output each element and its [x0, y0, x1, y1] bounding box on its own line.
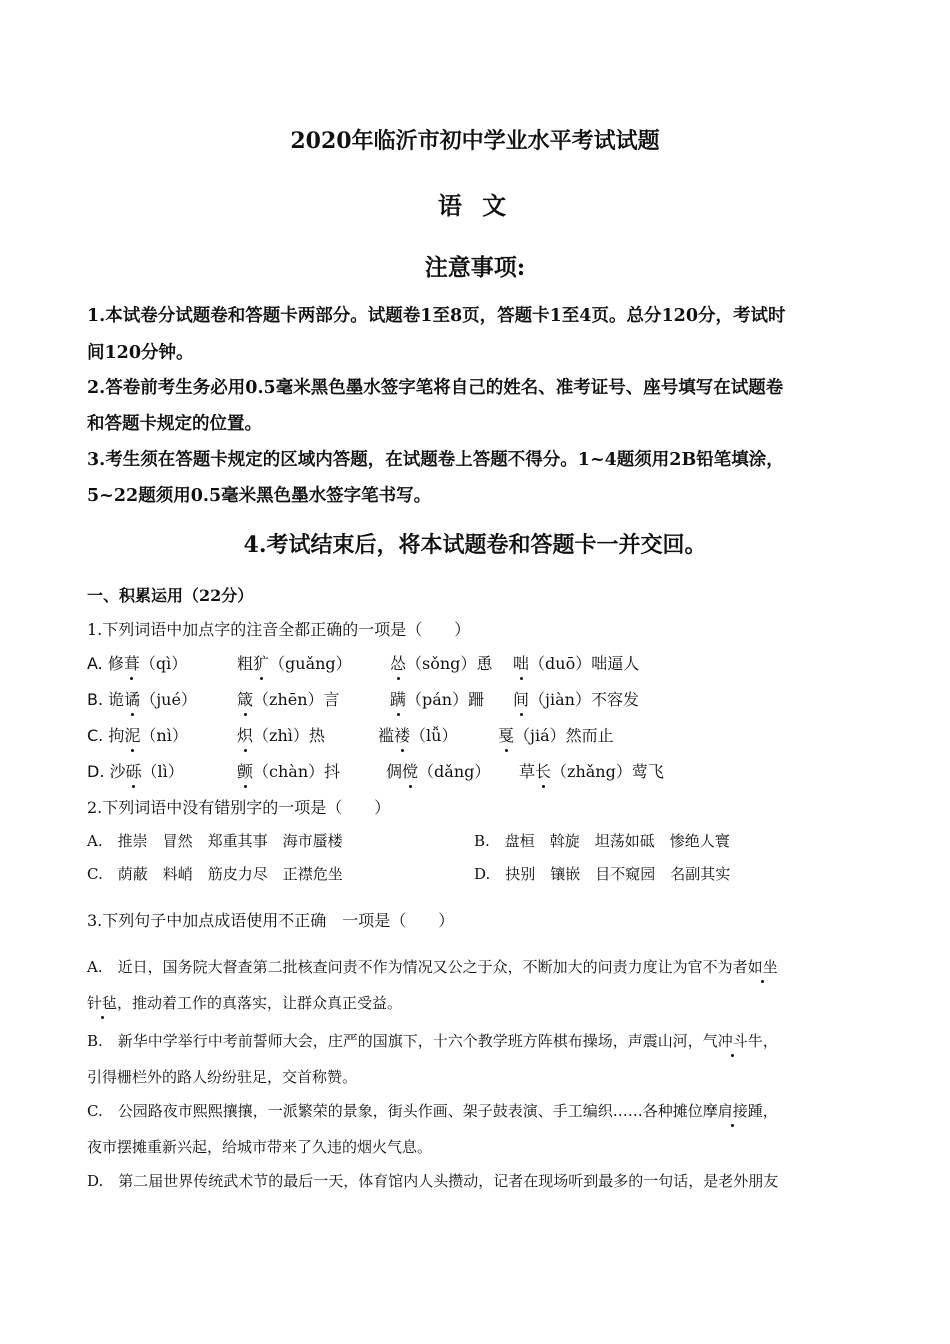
q2-option-b: B. 盘桓 斡旋 坦荡如砥 惨绝人寰 [474, 832, 730, 850]
pinyin: （zhǎng）莺飞 [551, 762, 664, 781]
pinyin: （jué） [140, 690, 197, 709]
q1-c-word-4 [498, 723, 614, 746]
option-text: C. 公园路夜市熙熙攘攘，一派繁荣的景象，街头作画、架子鼓表演、手工编织……各种摊位 [87, 1102, 703, 1120]
pinyin: （guǎng） [269, 654, 352, 673]
question-3-stem: 3.下列句子中加点成语使用不正确 一项是（ ） [87, 911, 455, 930]
dotted-char: 炽 [237, 723, 253, 746]
exam-title: 2020年临沂市初中学业水平考试试题 [290, 128, 660, 154]
pinyin: （nì） [140, 726, 188, 745]
word-char: 粗 [237, 654, 254, 673]
dotted-char: 怂 [390, 651, 406, 674]
pinyin: （qì） [139, 654, 188, 673]
dotted-idiom: 气冲斗牛 [702, 1032, 763, 1050]
q2-option-d: D. 抉别 镶嵌 目不窥园 名副其实 [474, 865, 731, 883]
section-heading: 一、积累运用（22分） [87, 586, 254, 605]
q3-option-a-line-1 [87, 956, 778, 977]
option-label: A. [87, 654, 103, 673]
q1-d-word-2 [237, 759, 340, 782]
q1-a-word-3 [390, 651, 492, 674]
dotted-idiom: 如坐 [747, 958, 778, 976]
question-2-stem: 2.下列词语中没有错别字的一项是（ ） [87, 798, 391, 817]
note-2-line-2: 和答题卡规定的位置。 [87, 414, 262, 434]
dotted-char: 颤 [237, 759, 253, 782]
dotted-char: 长 [535, 759, 551, 782]
pinyin: （chàn）抖 [253, 762, 341, 781]
q1-option-b [87, 687, 197, 710]
word-char: 拘 [108, 726, 125, 745]
dotted-char: 葺 [124, 651, 140, 674]
word-char: 褴 [378, 726, 395, 745]
pinyin: （lǚ） [410, 726, 458, 745]
dotted-char: 砾 [126, 759, 142, 782]
pinyin: （zhēn）言 [253, 690, 340, 709]
q1-option-a [87, 651, 187, 674]
dotted-char: 戛 [498, 723, 514, 746]
word-char: 诡 [108, 690, 125, 709]
dotted-idiom: 摩肩接踵 [702, 1102, 763, 1120]
notice-heading: 注意事项: [424, 254, 526, 281]
q3-option-c-line-1 [87, 1100, 778, 1121]
q3-option-b-line-1 [87, 1030, 778, 1051]
note-1-line-1: 1.本试卷分试题卷和答题卡两部分。试题卷1至8页，答题卡1至4页。总分120分，考试时 [87, 306, 786, 326]
q1-a-word-2 [237, 651, 352, 674]
pinyin: （pán）跚 [406, 690, 485, 709]
option-label: B. [87, 690, 104, 709]
option-text: ， [762, 1032, 778, 1050]
pinyin: （lì） [141, 762, 184, 781]
dotted-char: 褛 [394, 723, 410, 746]
option-label: C. [87, 726, 104, 745]
q1-d-word-4 [519, 759, 664, 782]
note-3-line-2: 5~22题须用0.5毫米黑色墨水签字笔书写。 [87, 486, 432, 506]
option-label: D. [87, 762, 105, 781]
word-char: 倜 [386, 762, 403, 781]
pinyin: （dǎng） [418, 762, 491, 781]
note-4: 4.考试结束后，将本试题卷和答题卡一并交回。 [243, 532, 707, 558]
dotted-char: 间 [513, 687, 529, 710]
q1-d-word-3 [386, 759, 490, 782]
dotted-char: 箴 [237, 687, 253, 710]
pinyin: （duō）咄逼人 [529, 654, 640, 673]
q2-option-c: C. 荫蔽 料峭 筋皮力尽 正襟危坐 [87, 865, 343, 883]
q1-c-word-2 [237, 723, 325, 746]
dotted-char: 犷 [253, 651, 269, 674]
q3-option-b-line-2: 引得栅栏外的路人纷纷驻足，交首称赞。 [87, 1068, 358, 1086]
q3-option-d-line-1: D. 第二届世界传统武术节的最后一天，体育馆内人头攒动，记者在现场听到最多的一句话，是老外朋友 [87, 1172, 779, 1190]
word-char: 草 [519, 762, 536, 781]
note-1-line-2: 间120分钟。 [87, 343, 194, 363]
q1-c-word-3 [378, 723, 457, 746]
pinyin: （zhì）热 [253, 726, 325, 745]
q1-b-word-2 [237, 687, 340, 710]
dotted-char: 谲 [124, 687, 140, 710]
pinyin: （jiàn）不容发 [529, 690, 639, 709]
note-3-line-1: 3.考生须在答题卡规定的区域内答题，在试题卷上答题不得分。1~4题须用2B铅笔填涂， [87, 450, 784, 470]
q1-a-word-4 [513, 651, 639, 674]
subject-title: 语 文 [437, 191, 513, 220]
q1-b-word-4 [513, 687, 639, 710]
note-2-line-1: 2.答卷前考生务必用0.5毫米黑色墨水签字笔将自己的姓名、准考证号、座号填写在试题卷 [87, 378, 784, 398]
option-text: A. 近日，国务院大督查第二批核查问责不作为情况又公之于众，不断加大的问责力度让为官不为者 [87, 958, 748, 976]
dotted-char: 泥 [124, 723, 140, 746]
dotted-idiom: 针毡 [87, 994, 118, 1012]
word-char: 修 [107, 654, 124, 673]
pinyin: （jiá）然而止 [514, 726, 614, 745]
question-1-stem: 1.下列词语中加点字的注音全都正确的一项是（ ） [87, 620, 471, 639]
dotted-char: 咄 [513, 651, 529, 674]
option-text: B. 新华中学举行中考前誓师大会，庄严的国旗下，十六个教学班方阵棋布操场，声震山河， [87, 1032, 703, 1050]
q3-option-a-line-2 [87, 992, 402, 1013]
q1-option-d [87, 759, 184, 782]
dotted-char: 傥 [402, 759, 418, 782]
q2-option-a: A. 推崇 冒然 郑重其事 海市蜃楼 [87, 832, 343, 850]
dotted-char: 蹒 [390, 687, 406, 710]
word-char: 沙 [109, 762, 126, 781]
option-text: ， [762, 1102, 778, 1120]
q3-option-c-line-2: 夜市摆摊重新兴起，给城市带来了久违的烟火气息。 [87, 1138, 433, 1156]
option-text: ，推动着工作的真落实，让群众真正受益。 [117, 994, 403, 1012]
q1-b-word-3 [390, 687, 484, 710]
pinyin: （sǒng）恿 [406, 654, 493, 673]
q1-option-c [87, 723, 188, 746]
